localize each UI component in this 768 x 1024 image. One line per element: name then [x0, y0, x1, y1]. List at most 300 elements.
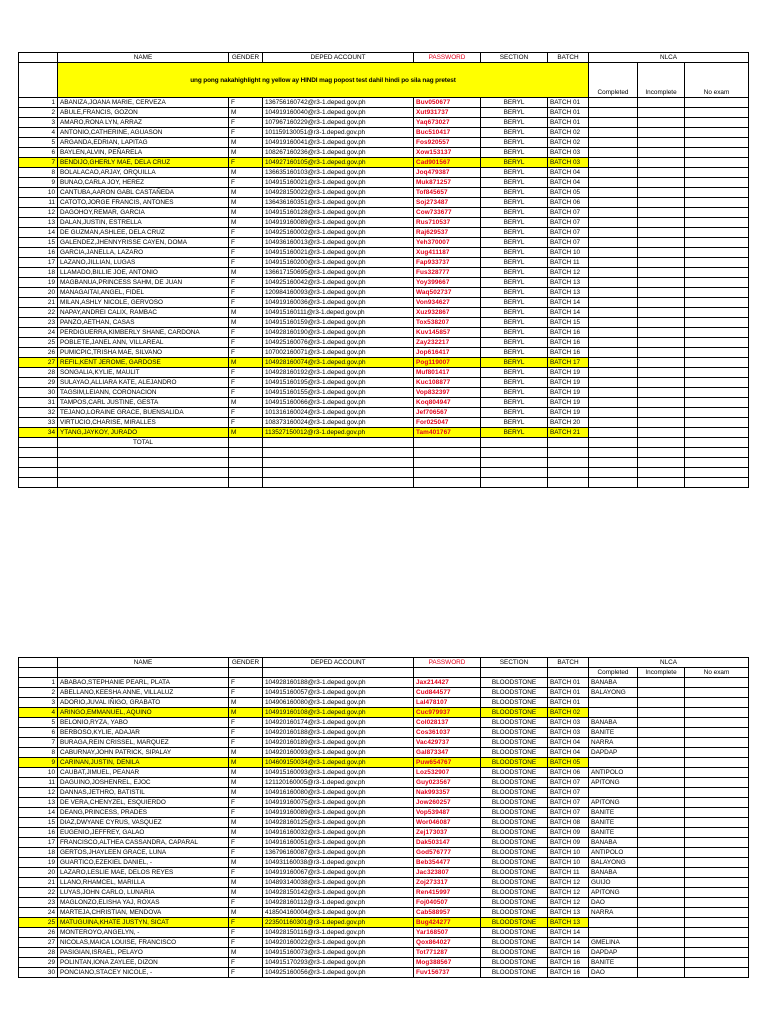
password[interactable]: Yar168507 — [414, 928, 481, 938]
section[interactable]: BERYL — [481, 168, 548, 178]
section[interactable]: BERYL — [481, 108, 548, 118]
nlca-no-exam[interactable] — [685, 718, 749, 728]
batch[interactable]: BATCH 04 — [548, 738, 589, 748]
nlca-incomplete[interactable] — [638, 318, 685, 328]
nlca-completed[interactable]: BALAYONG — [589, 858, 638, 868]
nlca-no-exam[interactable] — [685, 278, 749, 288]
nlca-incomplete[interactable] — [638, 958, 685, 968]
nlca-no-exam[interactable] — [685, 338, 749, 348]
nlca-incomplete[interactable] — [638, 348, 685, 358]
row-number[interactable]: 11 — [19, 198, 58, 208]
row-number[interactable]: 4 — [19, 708, 58, 718]
nlca-incomplete[interactable] — [638, 878, 685, 888]
nlca-no-exam[interactable] — [685, 128, 749, 138]
student-gender[interactable]: F — [229, 98, 263, 108]
student-name[interactable]: NAPAY,ANDREI CALIX, RAMBAC — [58, 308, 229, 318]
row-number-header[interactable] — [19, 53, 58, 63]
blank-cell[interactable] — [58, 448, 229, 458]
nlca-incomplete[interactable] — [638, 788, 685, 798]
nlca-completed[interactable]: BALAYONG — [589, 688, 638, 698]
nlca-incomplete[interactable] — [638, 848, 685, 858]
blank-cell[interactable] — [19, 468, 58, 478]
deped-account[interactable]: 136756160742@r3-1.deped.gov.ph — [263, 98, 414, 108]
student-gender[interactable]: M — [229, 168, 263, 178]
row-number[interactable]: 1 — [19, 98, 58, 108]
blank-cell[interactable] — [548, 478, 589, 488]
password[interactable]: Xut931737 — [414, 108, 481, 118]
password[interactable]: Vac429737 — [414, 738, 481, 748]
password[interactable]: Fuv156737 — [414, 968, 481, 978]
row-number[interactable]: 18 — [19, 848, 58, 858]
nlca-incomplete[interactable] — [638, 168, 685, 178]
batch[interactable]: BATCH 05 — [548, 758, 589, 768]
batch[interactable]: BATCH 04 — [548, 168, 589, 178]
password[interactable]: Xow153137 — [414, 148, 481, 158]
nlca-incomplete[interactable] — [638, 298, 685, 308]
student-gender[interactable]: M — [229, 948, 263, 958]
batch[interactable]: BATCH 19 — [548, 368, 589, 378]
section[interactable]: BERYL — [481, 298, 548, 308]
row-number[interactable]: 23 — [19, 318, 58, 328]
student-name[interactable]: BENDIJO,GHERLY MAE, DELA CRUZ — [58, 158, 229, 168]
blank-cell[interactable] — [685, 448, 749, 458]
student-name[interactable]: DIAZ,DWYANE CYRUS, VASQUEZ — [58, 818, 229, 828]
student-name[interactable]: YTANG,JAYKOY, JURADO — [58, 428, 229, 438]
nlca-no-exam[interactable] — [685, 188, 749, 198]
nlca-completed[interactable]: DAPDAP — [589, 748, 638, 758]
student-gender[interactable]: F — [229, 688, 263, 698]
nlca-completed[interactable]: DAPDAP — [589, 948, 638, 958]
nlca-completed[interactable] — [589, 178, 638, 188]
row-number[interactable]: 14 — [19, 808, 58, 818]
nlca-no-exam[interactable] — [685, 808, 749, 818]
student-name[interactable]: BELONIO,RYZA, YABO — [58, 718, 229, 728]
nlca-incomplete[interactable] — [638, 218, 685, 228]
deped-account[interactable]: 104928160125@r3-1.deped.gov.ph — [263, 818, 414, 828]
nlca-completed[interactable] — [589, 228, 638, 238]
password[interactable]: Col028137 — [414, 718, 481, 728]
student-gender[interactable]: F — [229, 838, 263, 848]
student-name[interactable]: CABURNAY,JOHN PATRICK, SIPALAY — [58, 748, 229, 758]
nlca-completed[interactable] — [589, 238, 638, 248]
batch[interactable]: BATCH 07 — [548, 778, 589, 788]
nlca-no-exam[interactable] — [685, 688, 749, 698]
section[interactable]: BERYL — [481, 318, 548, 328]
nlca-incomplete[interactable] — [638, 178, 685, 188]
row-number[interactable]: 24 — [19, 908, 58, 918]
student-name[interactable]: AMARO,RONA LYN, ARRAZ — [58, 118, 229, 128]
row-number[interactable]: 19 — [19, 278, 58, 288]
nlca-incomplete[interactable] — [638, 818, 685, 828]
batch[interactable]: BATCH 19 — [548, 388, 589, 398]
deped-account[interactable]: 104609150034@r3-1.deped.gov.ph — [263, 758, 414, 768]
student-gender[interactable]: F — [229, 738, 263, 748]
nlca-no-exam[interactable] — [685, 848, 749, 858]
student-gender[interactable]: F — [229, 958, 263, 968]
nlca-incomplete[interactable] — [638, 228, 685, 238]
batch[interactable]: BATCH 14 — [548, 928, 589, 938]
section[interactable]: BERYL — [481, 428, 548, 438]
row-number[interactable]: 7 — [19, 158, 58, 168]
student-gender[interactable]: F — [229, 238, 263, 248]
section[interactable]: BLOODSTONE — [481, 888, 548, 898]
blank-cell[interactable] — [481, 468, 548, 478]
password[interactable]: Yaq673027 — [414, 118, 481, 128]
password[interactable]: Yoy399667 — [414, 278, 481, 288]
nlca-no-exam[interactable] — [685, 178, 749, 188]
nlca-completed[interactable] — [589, 428, 638, 438]
deped-account[interactable]: 136635160103@r3-1.deped.gov.ph — [263, 168, 414, 178]
student-name[interactable]: MILAN,ASHLY NICOLE, GERVOSO — [58, 298, 229, 308]
row-number[interactable]: 17 — [19, 258, 58, 268]
nlca-completed[interactable] — [589, 288, 638, 298]
batch[interactable]: BATCH 16 — [548, 948, 589, 958]
student-gender[interactable]: F — [229, 128, 263, 138]
deped-account[interactable]: 104925160002@r3-1.deped.gov.ph — [263, 228, 414, 238]
section[interactable]: BERYL — [481, 258, 548, 268]
section[interactable]: BLOODSTONE — [481, 868, 548, 878]
nlca-completed[interactable] — [589, 398, 638, 408]
nlca-incomplete[interactable] — [638, 858, 685, 868]
student-name[interactable]: MAGBANUA,PRINCESS SAHM, DE JUAN — [58, 278, 229, 288]
deped-account[interactable]: 107002160071@r3-1.deped.gov.ph — [263, 348, 414, 358]
batch[interactable]: BATCH 12 — [548, 268, 589, 278]
section[interactable]: BLOODSTONE — [481, 728, 548, 738]
student-gender[interactable]: F — [229, 868, 263, 878]
student-gender[interactable]: M — [229, 318, 263, 328]
section[interactable]: BLOODSTONE — [481, 968, 548, 978]
password[interactable]: For025047 — [414, 418, 481, 428]
deped-account[interactable]: 104919160036@r3-1.deped.gov.ph — [263, 298, 414, 308]
blank-cell[interactable] — [589, 448, 638, 458]
nlca-no-exam[interactable] — [685, 828, 749, 838]
student-name[interactable]: MATUGUINA,KHATE JUSTYN, SICAT — [58, 918, 229, 928]
deped-account[interactable]: 104919160041@r3-1.deped.gov.ph — [263, 138, 414, 148]
password[interactable]: Rus710537 — [414, 218, 481, 228]
nlca-no-exam[interactable] — [685, 328, 749, 338]
deped-account[interactable]: 418504160004@r3-1.deped.gov.ph — [263, 908, 414, 918]
student-name[interactable]: CAUBAT,JIMUEL, PEANAR — [58, 768, 229, 778]
blank-cell[interactable] — [548, 458, 589, 468]
nlca-incomplete[interactable] — [638, 358, 685, 368]
row-number[interactable]: 23 — [19, 898, 58, 908]
student-gender[interactable]: M — [229, 108, 263, 118]
student-gender[interactable]: F — [229, 938, 263, 948]
password[interactable]: Muk871257 — [414, 178, 481, 188]
section[interactable]: BLOODSTONE — [481, 808, 548, 818]
deped-account[interactable]: 104925160076@r3-1.deped.gov.ph — [263, 338, 414, 348]
row-number[interactable]: 33 — [19, 418, 58, 428]
deped-account[interactable]: 104920160189@r3-1.deped.gov.ph — [263, 738, 414, 748]
password[interactable]: Cow733677 — [414, 208, 481, 218]
nlca-no-exam[interactable] — [685, 158, 749, 168]
password[interactable]: Ren415997 — [414, 888, 481, 898]
section[interactable]: BERYL — [481, 348, 548, 358]
password[interactable]: Zoj273317 — [414, 878, 481, 888]
section[interactable]: BLOODSTONE — [481, 748, 548, 758]
nlca-no-exam[interactable] — [685, 388, 749, 398]
blank-cell[interactable] — [19, 438, 58, 448]
deped-account[interactable]: 104915160155@r3-1.deped.gov.ph — [263, 388, 414, 398]
nlca-completed[interactable] — [589, 298, 638, 308]
nlca-completed[interactable] — [589, 318, 638, 328]
student-name[interactable]: PERDIGUERRA,KIMBERLY SHANE, CARDONA — [58, 328, 229, 338]
blank-cell[interactable] — [414, 458, 481, 468]
nlca-completed[interactable] — [589, 158, 638, 168]
section[interactable]: BLOODSTONE — [481, 678, 548, 688]
nlca-no-exam[interactable] — [685, 318, 749, 328]
password[interactable]: Puw654767 — [414, 758, 481, 768]
password[interactable]: Cad901567 — [414, 158, 481, 168]
nlca-no-exam[interactable] — [685, 238, 749, 248]
student-gender[interactable]: M — [229, 198, 263, 208]
section[interactable]: BERYL — [481, 158, 548, 168]
nlca-completed[interactable]: BANITE — [589, 818, 638, 828]
password[interactable]: Joq479387 — [414, 168, 481, 178]
section[interactable]: BLOODSTONE — [481, 898, 548, 908]
blank-cell[interactable] — [685, 458, 749, 468]
nlca-completed[interactable] — [589, 408, 638, 418]
student-gender[interactable]: M — [229, 788, 263, 798]
section[interactable]: BERYL — [481, 148, 548, 158]
password[interactable]: Fap933737 — [414, 258, 481, 268]
nlca-incomplete[interactable] — [638, 288, 685, 298]
nlca-completed[interactable] — [589, 368, 638, 378]
password[interactable]: Kuc108877 — [414, 378, 481, 388]
section[interactable]: BERYL — [481, 198, 548, 208]
deped-account[interactable]: 108267160236@r3-1.deped.gov.ph — [263, 148, 414, 158]
deped-account[interactable]: 120984160093@r3-1.deped.gov.ph — [263, 288, 414, 298]
blank-cell[interactable] — [548, 448, 589, 458]
student-name[interactable]: TEJANO,LORAINE GRACE, BUENSALIDA — [58, 408, 229, 418]
nlca-incomplete[interactable] — [638, 798, 685, 808]
deped-account[interactable]: 104915160057@r3-1.deped.gov.ph — [263, 688, 414, 698]
password[interactable]: Cos361037 — [414, 728, 481, 738]
blank-cell[interactable] — [638, 478, 685, 488]
password[interactable]: Jac323807 — [414, 868, 481, 878]
nlca-completed[interactable] — [589, 258, 638, 268]
batch[interactable]: BATCH 14 — [548, 938, 589, 948]
blank-cell[interactable] — [481, 458, 548, 468]
student-gender[interactable]: F — [229, 228, 263, 238]
batch[interactable]: BATCH 06 — [548, 768, 589, 778]
batch[interactable]: BATCH 16 — [548, 968, 589, 978]
name-header[interactable]: NAME — [58, 658, 229, 668]
student-gender[interactable]: F — [229, 798, 263, 808]
student-gender[interactable]: F — [229, 418, 263, 428]
nlca-incomplete[interactable] — [638, 428, 685, 438]
section[interactable]: BERYL — [481, 268, 548, 278]
deped-account[interactable]: 104920160022@r3-1.deped.gov.ph — [263, 938, 414, 948]
row-number[interactable]: 8 — [19, 748, 58, 758]
nlca-no-exam[interactable] — [685, 748, 749, 758]
nlca-no-exam[interactable] — [685, 948, 749, 958]
student-name[interactable]: GARCIA,JANELLA, LAZARO — [58, 248, 229, 258]
student-gender[interactable]: M — [229, 138, 263, 148]
student-gender[interactable]: F — [229, 808, 263, 818]
student-name[interactable]: NICOLAS,MAICA LOUISE, FRANCISCO — [58, 938, 229, 948]
batch[interactable]: BATCH 04 — [548, 748, 589, 758]
blank-cell[interactable] — [589, 438, 638, 448]
deped-account[interactable]: 108373160024@r3-1.deped.gov.ph — [263, 418, 414, 428]
student-name[interactable]: DANNAS,JETHRO, BATISTIL — [58, 788, 229, 798]
section[interactable]: BERYL — [481, 388, 548, 398]
section[interactable]: BLOODSTONE — [481, 798, 548, 808]
nlca-no-exam[interactable] — [685, 798, 749, 808]
student-name[interactable]: GUARTICO,EZEKIEL DANIEL, - — [58, 858, 229, 868]
nlca-incomplete[interactable] — [638, 258, 685, 268]
row-number[interactable]: 3 — [19, 118, 58, 128]
batch[interactable]: BATCH 05 — [548, 188, 589, 198]
student-gender[interactable]: F — [229, 118, 263, 128]
batch[interactable]: BATCH 09 — [548, 828, 589, 838]
blank-cell[interactable] — [414, 468, 481, 478]
nlca-no-exam[interactable] — [685, 348, 749, 358]
student-gender[interactable]: F — [229, 278, 263, 288]
deped-account[interactable]: 101316160024@r3-1.deped.gov.ph — [263, 408, 414, 418]
section[interactable]: BERYL — [481, 128, 548, 138]
deped-account[interactable]: 104919160040@r3-1.deped.gov.ph — [263, 108, 414, 118]
batch[interactable]: BATCH 07 — [548, 218, 589, 228]
nlca-incomplete[interactable] — [638, 308, 685, 318]
nlca-no-exam[interactable] — [685, 138, 749, 148]
blank-cell[interactable] — [548, 668, 589, 678]
section[interactable]: BLOODSTONE — [481, 708, 548, 718]
row-number[interactable]: 10 — [19, 188, 58, 198]
password[interactable]: Jax214427 — [414, 678, 481, 688]
blank-cell[interactable] — [229, 438, 263, 448]
student-name[interactable]: ARGANDA,EDRIAN, LAPITAG — [58, 138, 229, 148]
row-number[interactable]: 31 — [19, 398, 58, 408]
deped-account[interactable]: 104916160080@r3-1.deped.gov.ph — [263, 788, 414, 798]
student-name[interactable]: ADORIO,JUVAL IÑIGO, GRABATO — [58, 698, 229, 708]
student-gender[interactable]: M — [229, 828, 263, 838]
nlca-completed[interactable]: DAO — [589, 968, 638, 978]
nlca-incomplete[interactable] — [638, 948, 685, 958]
blank-cell[interactable] — [638, 468, 685, 478]
student-gender[interactable]: M — [229, 398, 263, 408]
password[interactable]: Cuc979937 — [414, 708, 481, 718]
nlca-no-exam[interactable] — [685, 758, 749, 768]
nlca-no-exam[interactable] — [685, 428, 749, 438]
blank-cell[interactable] — [58, 668, 229, 678]
blank-cell[interactable] — [58, 468, 229, 478]
batch[interactable]: BATCH 16 — [548, 328, 589, 338]
nlca-no-exam[interactable] — [685, 838, 749, 848]
nlca-incomplete[interactable] — [638, 918, 685, 928]
student-gender[interactable]: F — [229, 348, 263, 358]
nlca-incomplete[interactable] — [638, 148, 685, 158]
section[interactable]: BERYL — [481, 238, 548, 248]
section[interactable]: BLOODSTONE — [481, 918, 548, 928]
nlca-no-exam[interactable] — [685, 738, 749, 748]
password[interactable]: Dak503147 — [414, 838, 481, 848]
blank-cell[interactable] — [548, 438, 589, 448]
student-name[interactable]: LLAMADO,BILLIE JOE, ANTONIO — [58, 268, 229, 278]
nlca-no-exam[interactable] — [685, 258, 749, 268]
completed-header[interactable]: Completed — [589, 668, 638, 678]
nlca-completed[interactable] — [589, 708, 638, 718]
row-number[interactable]: 7 — [19, 738, 58, 748]
deped-account[interactable]: 104936160013@r3-1.deped.gov.ph — [263, 238, 414, 248]
nlca-incomplete[interactable] — [638, 338, 685, 348]
password[interactable]: Jow260257 — [414, 798, 481, 808]
nlca-no-exam[interactable] — [685, 358, 749, 368]
student-gender[interactable]: M — [229, 878, 263, 888]
blank-cell[interactable] — [229, 668, 263, 678]
batch[interactable]: BATCH 01 — [548, 98, 589, 108]
student-name[interactable]: ARINGO,EMMANUEL, AQUINO — [58, 708, 229, 718]
batch[interactable]: BATCH 07 — [548, 798, 589, 808]
nlca-no-exam[interactable] — [685, 728, 749, 738]
deped-account[interactable]: 104928160190@r3-1.deped.gov.ph — [263, 328, 414, 338]
deped-account[interactable]: 104919160089@r3-1.deped.gov.ph — [263, 218, 414, 228]
row-number[interactable]: 6 — [19, 148, 58, 158]
blank-cell[interactable] — [589, 478, 638, 488]
row-number[interactable]: 5 — [19, 138, 58, 148]
deped-account[interactable]: 104915160128@r3-1.deped.gov.ph — [263, 208, 414, 218]
nlca-no-exam[interactable] — [685, 308, 749, 318]
row-number[interactable]: 11 — [19, 778, 58, 788]
nlca-header[interactable]: NLCA — [589, 658, 749, 668]
blank-cell[interactable] — [481, 668, 548, 678]
deped-account[interactable]: 104915160021@r3-1.deped.gov.ph — [263, 178, 414, 188]
section[interactable]: BERYL — [481, 178, 548, 188]
student-gender[interactable]: M — [229, 818, 263, 828]
batch[interactable]: BATCH 02 — [548, 128, 589, 138]
blank-cell[interactable] — [263, 438, 414, 448]
student-gender[interactable]: M — [229, 758, 263, 768]
password[interactable]: Fos920557 — [414, 138, 481, 148]
row-number[interactable]: 20 — [19, 288, 58, 298]
row-number[interactable]: 9 — [19, 178, 58, 188]
student-name[interactable]: DE VERA,CHENYZEL, ESQUIERDO — [58, 798, 229, 808]
nlca-completed[interactable] — [589, 128, 638, 138]
section-header[interactable]: SECTION — [481, 658, 548, 668]
section[interactable]: BLOODSTONE — [481, 878, 548, 888]
batch[interactable]: BATCH 03 — [548, 728, 589, 738]
nlca-completed[interactable] — [589, 148, 638, 158]
student-name[interactable]: CATOTO,JORGE FRANCIS, ANTONES — [58, 198, 229, 208]
nlca-incomplete[interactable] — [638, 938, 685, 948]
section[interactable]: BERYL — [481, 378, 548, 388]
nlca-incomplete[interactable] — [638, 688, 685, 698]
blank-cell[interactable] — [589, 458, 638, 468]
deped-account[interactable]: 101159130051@r3-1.deped.gov.ph — [263, 128, 414, 138]
student-gender[interactable]: F — [229, 248, 263, 258]
batch[interactable]: BATCH 11 — [548, 868, 589, 878]
student-name[interactable]: REFIL,KENT JEROME, GARDOSE — [58, 358, 229, 368]
student-name[interactable]: POLINTAN,IONA ZAYLEE, DIZON — [58, 958, 229, 968]
nlca-incomplete[interactable] — [638, 138, 685, 148]
section[interactable]: BERYL — [481, 278, 548, 288]
section[interactable]: BERYL — [481, 408, 548, 418]
section[interactable]: BERYL — [481, 98, 548, 108]
student-gender[interactable]: F — [229, 848, 263, 858]
blank-cell[interactable] — [263, 458, 414, 468]
nlca-completed[interactable] — [589, 788, 638, 798]
blank-cell[interactable] — [19, 448, 58, 458]
student-gender[interactable]: F — [229, 158, 263, 168]
student-name[interactable]: LAZARO,LESLIE MAE, DELOS REYES — [58, 868, 229, 878]
row-number[interactable]: 27 — [19, 358, 58, 368]
nlca-incomplete[interactable] — [638, 778, 685, 788]
nlca-incomplete[interactable] — [638, 868, 685, 878]
password[interactable]: Muf801417 — [414, 368, 481, 378]
batch[interactable]: BATCH 14 — [548, 308, 589, 318]
row-number[interactable]: 16 — [19, 248, 58, 258]
nlca-incomplete[interactable] — [638, 238, 685, 248]
